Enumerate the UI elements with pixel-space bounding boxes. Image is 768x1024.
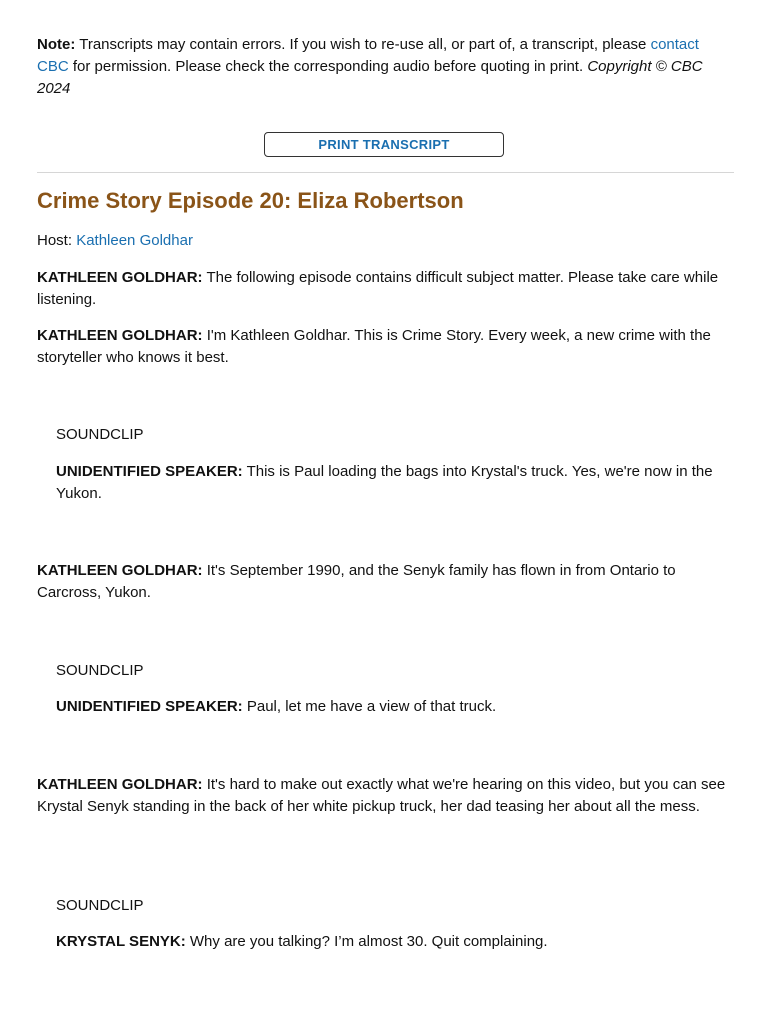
speaker-name: KRYSTAL SENYK: <box>56 933 186 950</box>
speaker-name: UNIDENTIFIED SPEAKER: <box>56 698 243 715</box>
host-line <box>37 230 734 252</box>
speaker-name: KATHLEEN GOLDHAR: <box>37 562 203 579</box>
note-text-2: for permission. Please check the corresponding audio before quoting in print. <box>68 58 588 75</box>
soundclip-label-2: SOUNDCLIP <box>56 662 144 679</box>
note-label: Note: <box>37 36 76 53</box>
soundclip-label-3: SOUNDCLIP <box>56 897 144 914</box>
speaker-name: KATHLEEN GOLDHAR: <box>37 269 203 286</box>
speaker-name: UNIDENTIFIED SPEAKER: <box>56 463 243 480</box>
speech-text: It's September 1990, and the Senyk family has flown in from Ontario to Carcross, Yukon. <box>37 562 676 601</box>
paragraph-2 <box>37 325 734 369</box>
speech-text: I'm Kathleen Goldhar. This is Crime Story. Every week, a new crime with the storyteller who knows it best. <box>37 327 711 366</box>
speaker-name: KATHLEEN GOLDHAR: <box>37 327 203 344</box>
speech-text: Paul, let me have a view of that truck. <box>242 698 497 715</box>
print-transcript-button[interactable]: PRINT TRANSCRIPT <box>264 132 504 157</box>
transcript-note <box>37 34 734 100</box>
soundclip-quote-2 <box>56 696 734 718</box>
soundclip-quote-1 <box>56 461 734 505</box>
paragraph-1 <box>37 267 734 311</box>
note-text-1: Transcripts may contain errors. If you wish to re-use all, or part of, a transcript, please <box>75 36 651 53</box>
speech-text: Why are you talking? I’m almost 30. Quit complaining. <box>185 933 548 950</box>
soundclip-label-1: SOUNDCLIP <box>56 426 144 443</box>
speech-text: The following episode contains difficult subject matter. Please take care while listening. <box>37 269 719 308</box>
copyright-text: Copyright © CBC 2024 <box>37 58 703 97</box>
divider <box>37 172 734 173</box>
paragraph-3 <box>37 560 734 604</box>
speaker-name: KATHLEEN GOLDHAR: <box>37 776 203 793</box>
soundclip-quote-3 <box>56 931 734 953</box>
contact-cbc-link[interactable]: contact CBC <box>37 36 699 75</box>
speech-text: This is Paul loading the bags into Krystal's truck. Yes, we're now in the Yukon. <box>56 463 713 502</box>
paragraph-4 <box>37 774 734 818</box>
page-title: Crime Story Episode 20: Eliza Robertson <box>37 188 464 213</box>
host-label: Host: <box>37 232 77 249</box>
host-name-link[interactable]: Kathleen Goldhar <box>76 232 193 249</box>
speech-text: It's hard to make out exactly what we're hearing on this video, but you can see Krystal Senyk standing in the back of her white pickup truck, her dad teasing her about all the mess. <box>37 776 726 815</box>
